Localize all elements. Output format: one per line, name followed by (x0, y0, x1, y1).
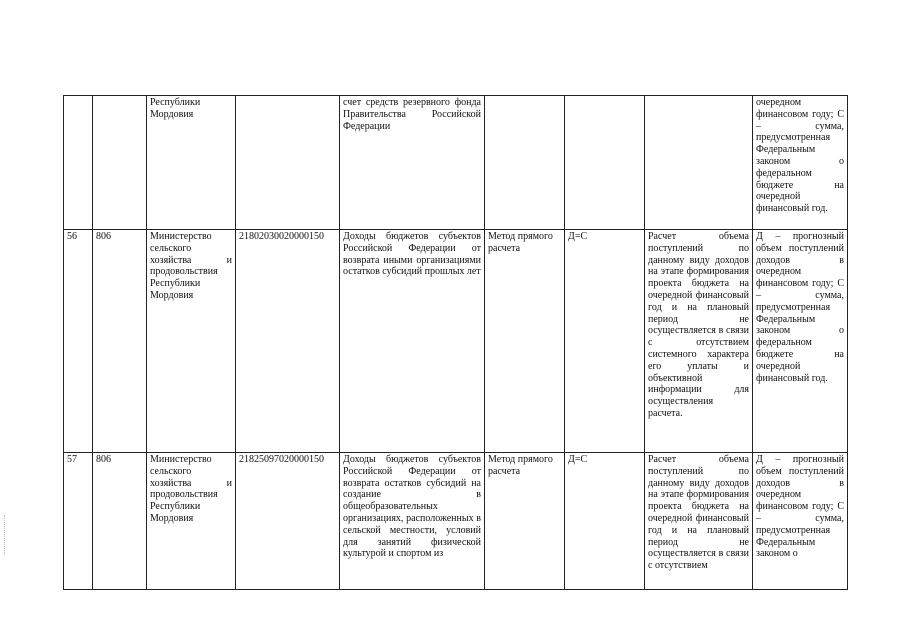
administrator-name: Министерство сельского хозяйства и продовольствия Республики Мордовия (147, 453, 236, 590)
forecast-method: Метод прямого расчета (485, 230, 565, 453)
row-number: 57 (64, 453, 93, 590)
calculation-algorithm: Расчет объема поступлений по данному виду доходов на этапе формирования проекта бюджета на очередной финансовый год и на плановый период не осуществляется в связи с отсутствием (645, 453, 753, 590)
forecast-method: Метод прямого расчета (485, 453, 565, 590)
table-row (64, 453, 848, 590)
revenue-methodology-table (63, 95, 848, 590)
formula-indicators: Д – прогнозный объем поступлений доходов в очередном финансовом году; С – сумма, предусмотренная Федеральным законом о (753, 453, 848, 590)
administrator-name: Республики Мордовия (147, 96, 236, 230)
row-number: 56 (64, 230, 93, 453)
admin-code (93, 96, 147, 230)
scan-margin-mark (4, 515, 6, 555)
budget-classification-code: 21802030020000150 (236, 230, 340, 453)
table-row (64, 96, 848, 230)
formula-indicators: Д – прогнозный объем поступлений доходов в очередном финансовом году; С – сумма, предусмотренная Федеральным законом о федеральном бюджете на очередной финансовый год. (753, 230, 848, 453)
revenue-name: Доходы бюджетов субъектов Российской Федерации от возврата иными организациями остатков субсидий прошлых лет (340, 230, 485, 453)
administrator-name: Министерство сельского хозяйства и продовольствия Республики Мордовия (147, 230, 236, 453)
forecast-method (485, 96, 565, 230)
revenue-name: счет средств резервного фонда Правительства Российской Федерации (340, 96, 485, 230)
formula-indicators: очередном финансовом году; С – сумма, предусмотренная Федеральным законом о федеральном бюджете на очередной финансовый год. (753, 96, 848, 230)
calculation-formula: Д=С (565, 230, 645, 453)
table-row (64, 230, 848, 453)
calculation-algorithm: Расчет объема поступлений по данному виду доходов на этапе формирования проекта бюджета на очередной финансовый год и на плановый период не осуществляется в связи с отсутствием системного характера его уплаты и объективной информации для осуществления расчета. (645, 230, 753, 453)
admin-code: 806 (93, 230, 147, 453)
admin-code: 806 (93, 453, 147, 590)
calculation-formula: Д=С (565, 453, 645, 590)
budget-classification-code (236, 96, 340, 230)
budget-classification-code: 21825097020000150 (236, 453, 340, 590)
calculation-algorithm (645, 96, 753, 230)
revenue-name: Доходы бюджетов субъектов Российской Федерации от возврата остатков субсидий на создание в общеобразовательных организациях, расположенных в сельской местности, условий для занятий физической культурой и спортом из (340, 453, 485, 590)
row-number (64, 96, 93, 230)
calculation-formula (565, 96, 645, 230)
